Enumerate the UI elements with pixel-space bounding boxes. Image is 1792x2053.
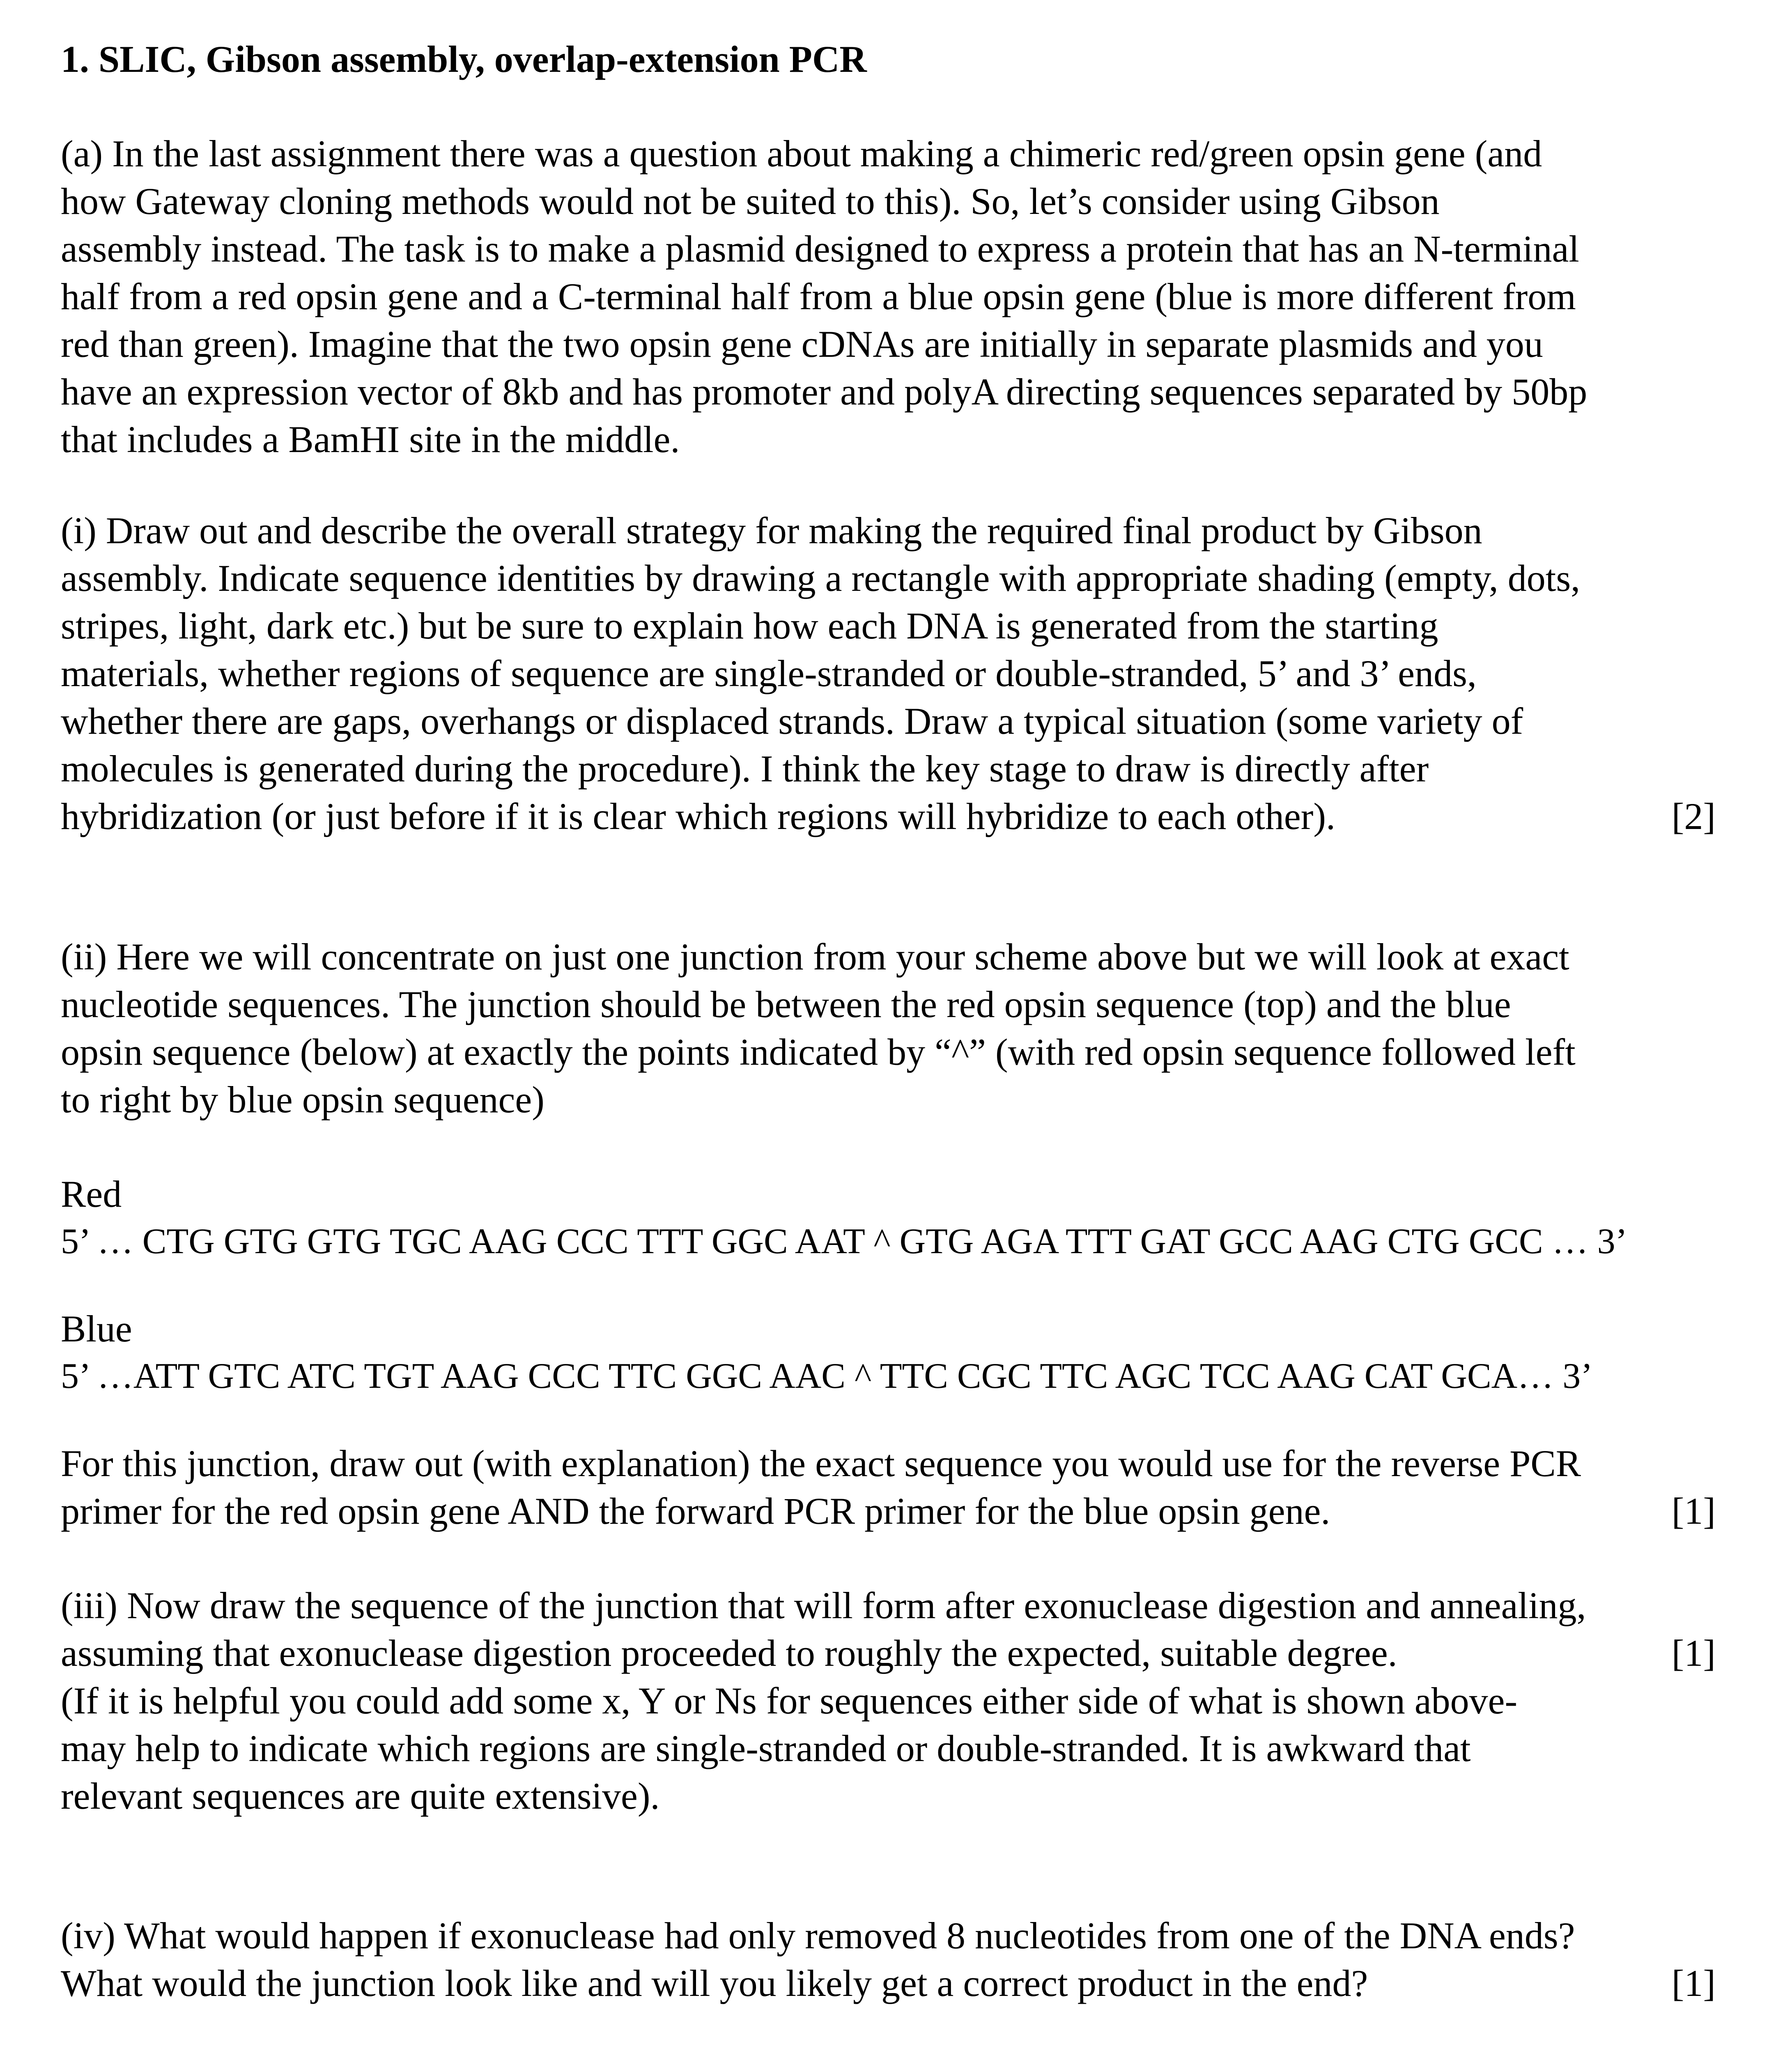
part-i-paragraph xyxy=(61,507,1716,840)
part-a-line: red than green). Imagine that the two opsin gene cDNAs are initially in separate plasmids and you xyxy=(61,323,1543,365)
part-a-paragraph xyxy=(61,130,1716,463)
part-a-line: assembly instead. The task is to make a plasmid designed to express a protein that has an N-terminal xyxy=(61,228,1579,270)
part-i-line: hybridization (or just before if it is clear which regions will hybridize to each other). xyxy=(61,795,1336,837)
part-iii-line: may help to indicate which regions are single-stranded or double-stranded. It is awkward that xyxy=(61,1727,1471,1769)
part-iii-line: (If it is helpful you could add some x, Y or Ns for sequences either side of what is shown above- xyxy=(61,1680,1518,1722)
part-i-line: assembly. Indicate sequence identities by drawing a rectangle with appropriate shading (empty, dots, xyxy=(61,557,1581,599)
part-a-line: half from a red opsin gene and a C-terminal half from a blue opsin gene (blue is more different from xyxy=(61,276,1576,317)
part-iv-line: What would the junction look like and will you likely get a correct product in the end? xyxy=(61,1962,1368,2004)
part-i-line: (i) Draw out and describe the overall strategy for making the required final product by Gibson xyxy=(61,510,1482,551)
red-opsin-sequence: 5’ … CTG GTG GTG TGC AAG CCC TTT GGC AAT ^ GTG AGA TTT GAT GCC AAG CTG GCC … 3’ xyxy=(61,1222,1627,1261)
blue-opsin-sequence: 5’ …ATT GTC ATC TGT AAG CCC TTC GGC AAC ^ TTC CGC TTC AGC TCC AAG CAT GCA… 3’ xyxy=(61,1356,1593,1396)
part-i-line: molecules is generated during the procedure). I think the key stage to draw is directly after xyxy=(61,748,1429,790)
part-ii-marks: [1] xyxy=(1671,1490,1716,1532)
part-iii-line: (iii) Now draw the sequence of the junction that will form after exonuclease digestion and annealing, xyxy=(61,1585,1586,1626)
part-i-line: whether there are gaps, overhangs or displaced strands. Draw a typical situation (some variety of xyxy=(61,700,1523,742)
part-iii-marks: [1] xyxy=(1671,1632,1716,1674)
part-ii-line: opsin sequence (below) at exactly the points indicated by “^” (with red opsin sequence followed left xyxy=(61,1031,1576,1073)
part-a-line: have an expression vector of 8kb and has promoter and polyA directing sequences separated by 50bp xyxy=(61,371,1588,413)
part-iii-paragraph xyxy=(61,1582,1716,1820)
blue-opsin-label: Blue xyxy=(61,1308,132,1350)
part-ii-line: (ii) Here we will concentrate on just one junction from your scheme above but we will look at exact xyxy=(61,936,1569,978)
part-iv-paragraph xyxy=(61,1912,1716,2007)
part-ii-question-line: primer for the red opsin gene AND the forward PCR primer for the blue opsin gene. xyxy=(61,1490,1330,1532)
part-iv-marks: [1] xyxy=(1671,1962,1716,2004)
part-ii-question xyxy=(61,1440,1716,1535)
part-a-line: that includes a BamHI site in the middle. xyxy=(61,418,680,460)
part-i-marks: [2] xyxy=(1671,795,1716,837)
part-ii-paragraph xyxy=(61,933,1716,1123)
part-iv-line: (iv) What would happen if exonuclease had only removed 8 nucleotides from one of the DNA ends? xyxy=(61,1915,1575,1957)
part-i-line: materials, whether regions of sequence are single-stranded or double-stranded, 5’ and 3’ ends, xyxy=(61,652,1477,694)
red-opsin-label: Red xyxy=(61,1173,122,1215)
part-iii-line: assuming that exonuclease digestion proceeded to roughly the expected, suitable degree. xyxy=(61,1632,1397,1674)
part-a-line: (a) In the last assignment there was a question about making a chimeric red/green opsin gene (and xyxy=(61,133,1542,175)
part-ii-line: nucleotide sequences. The junction should be between the red opsin sequence (top) and the blue xyxy=(61,983,1511,1025)
part-i-line: stripes, light, dark etc.) but be sure to explain how each DNA is generated from the starting xyxy=(61,605,1438,647)
part-iii-line: relevant sequences are quite extensive). xyxy=(61,1775,660,1817)
part-ii-question-line: For this junction, draw out (with explanation) the exact sequence you would use for the reverse PCR xyxy=(61,1442,1581,1484)
part-ii-line: to right by blue opsin sequence) xyxy=(61,1079,544,1121)
question-title: 1. SLIC, Gibson assembly, overlap-extension PCR xyxy=(61,38,867,80)
part-a-line: how Gateway cloning methods would not be suited to this). So, let’s consider using Gibson xyxy=(61,180,1440,222)
